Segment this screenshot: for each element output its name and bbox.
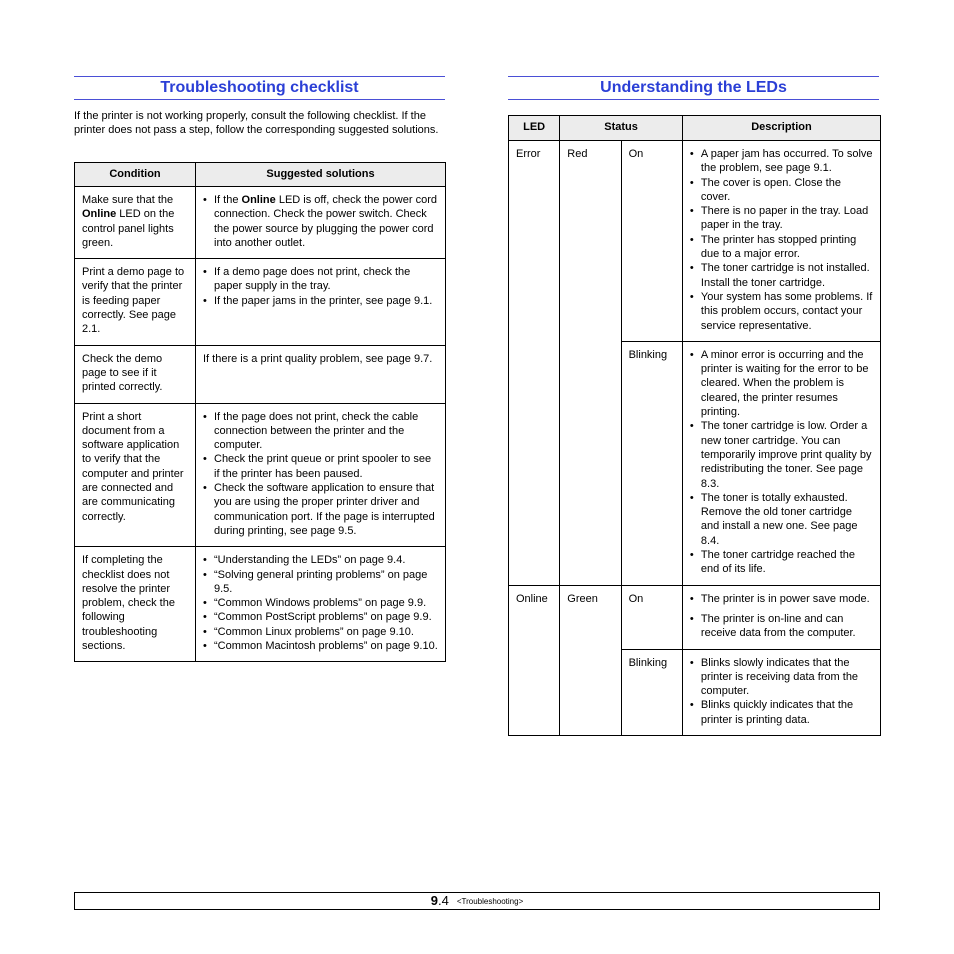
led-state-cell: Blinking [621, 649, 682, 735]
led-color-cell: Green [560, 585, 621, 735]
condition-cell: Print a demo page to verify that the printer is feeding paper correctly. See page 2.1. [75, 259, 196, 345]
list-item: • “Common Linux problems” on page 9.10. [203, 625, 438, 639]
led-state-cell: On [621, 585, 682, 649]
solutions-cell: If there is a print quality problem, see page 9.7. [196, 345, 446, 403]
checklist-row [75, 547, 446, 662]
checklist-header-row [75, 163, 446, 187]
online-led-label: Online [82, 208, 117, 221]
led-name-cell: Error [509, 141, 560, 586]
list-item: • The printer is on-line and can receive data from the computer. [690, 612, 873, 641]
list-item: • Your system has some problems. If this problem occurs, contact your service representative. [690, 290, 873, 333]
list-item: • The printer has stopped printing due to a major error. [690, 233, 873, 262]
list-item: • If a demo page does not print, check the paper supply in the tray. [203, 265, 438, 294]
solutions-cell [196, 547, 446, 662]
condition-cell: Check the demo page to see if it printed correctly. [75, 345, 196, 403]
led-status-table [508, 115, 881, 736]
list-item: • Blinks quickly indicates that the printer is printing data. [690, 698, 873, 727]
checklist-row [75, 345, 446, 403]
condition-cell: Make sure that the Online LED on the control panel lights green. [75, 187, 196, 259]
checklist-row [75, 259, 446, 345]
list-item: • “Solving general printing problems” on page 9.5. [203, 568, 438, 597]
list-item: • The toner cartridge is not installed. Install the toner cartridge. [690, 261, 873, 290]
condition-header: Condition [75, 163, 196, 187]
chapter-name: <Troubleshooting> [456, 897, 524, 906]
solutions-cell [196, 403, 446, 547]
list-item: • “Common Macintosh problems” on page 9.10. [203, 639, 438, 653]
description-cell [682, 585, 880, 649]
list-item: • A minor error is occurring and the printer is waiting for the error to be cleared. When the problem is cleared, the printer resumes printing. [690, 348, 873, 419]
condition-cell: If completing the checklist does not resolve the printer problem, check the following troubleshooting sections. [75, 547, 196, 662]
list-item: • If the Online LED is off, check the power cord connection. Check the power switch. Check the power source by plugging the power cord into another outlet. [203, 193, 438, 250]
list-item: • There is no paper in the tray. Load paper in the tray. [690, 204, 873, 233]
condition-cell: Print a short document from a software application to verify that the computer and printer are connected and are communicating correctly. [75, 403, 196, 547]
list-item: • If the page does not print, check the cable connection between the printer and the computer. [203, 410, 438, 453]
description-cell [682, 141, 880, 342]
led-header: LED [509, 116, 560, 141]
leds-title: Understanding the LEDs [508, 76, 879, 100]
description-cell [682, 649, 880, 735]
list-item: • The printer is in power save mode. [690, 592, 873, 606]
page-footer [74, 892, 880, 910]
led-header-row [509, 116, 881, 141]
list-item: • The toner cartridge is low. Order a new toner cartridge. You can temporarily improve print quality by redistributing the toner. See page 8.3. [690, 419, 873, 490]
led-row [509, 585, 881, 649]
list-item: • Check the print queue or print spooler to see if the printer has been paused. [203, 452, 438, 481]
checklist-title: Troubleshooting checklist [74, 76, 445, 100]
list-item: • “Understanding the LEDs” on page 9.4. [203, 553, 438, 567]
led-state-cell: Blinking [621, 341, 682, 585]
troubleshooting-checklist-table [74, 162, 446, 662]
led-name-cell: Online [509, 585, 560, 735]
solutions-header: Suggested solutions [196, 163, 446, 187]
description-header: Description [682, 116, 880, 141]
list-item: • The cover is open. Close the cover. [690, 176, 873, 205]
status-header: Status [560, 116, 683, 141]
list-item: • The toner cartridge reached the end of its life. [690, 548, 873, 577]
led-color-cell: Red [560, 141, 621, 586]
description-cell [682, 341, 880, 585]
list-item: • “Common Windows problems” on page 9.9. [203, 596, 438, 610]
list-item: • The toner is totally exhausted. Remove the old toner cartridge and install a new one. See page 8.4. [690, 491, 873, 548]
solutions-cell [196, 187, 446, 259]
led-state-cell: On [621, 141, 682, 342]
checklist-row [75, 403, 446, 547]
list-item: • Blinks slowly indicates that the printer is receiving data from the computer. [690, 656, 873, 699]
page-number: 9.4 [430, 893, 449, 908]
checklist-intro: If the printer is not working properly, consult the following checklist. If the printer does not pass a step, follow the corresponding suggested solutions. [74, 110, 439, 137]
checklist-row [75, 187, 446, 259]
solutions-cell [196, 259, 446, 345]
list-item: • “Common PostScript problems” on page 9.9. [203, 610, 438, 624]
list-item: • Check the software application to ensure that you are using the proper printer driver and communication port. If the page is interrupted during printing, see page 9.5. [203, 481, 438, 538]
list-item: • If the paper jams in the printer, see page 9.1. [203, 294, 438, 308]
led-row [509, 141, 881, 342]
list-item: • A paper jam has occurred. To solve the problem, see page 9.1. [690, 147, 873, 176]
